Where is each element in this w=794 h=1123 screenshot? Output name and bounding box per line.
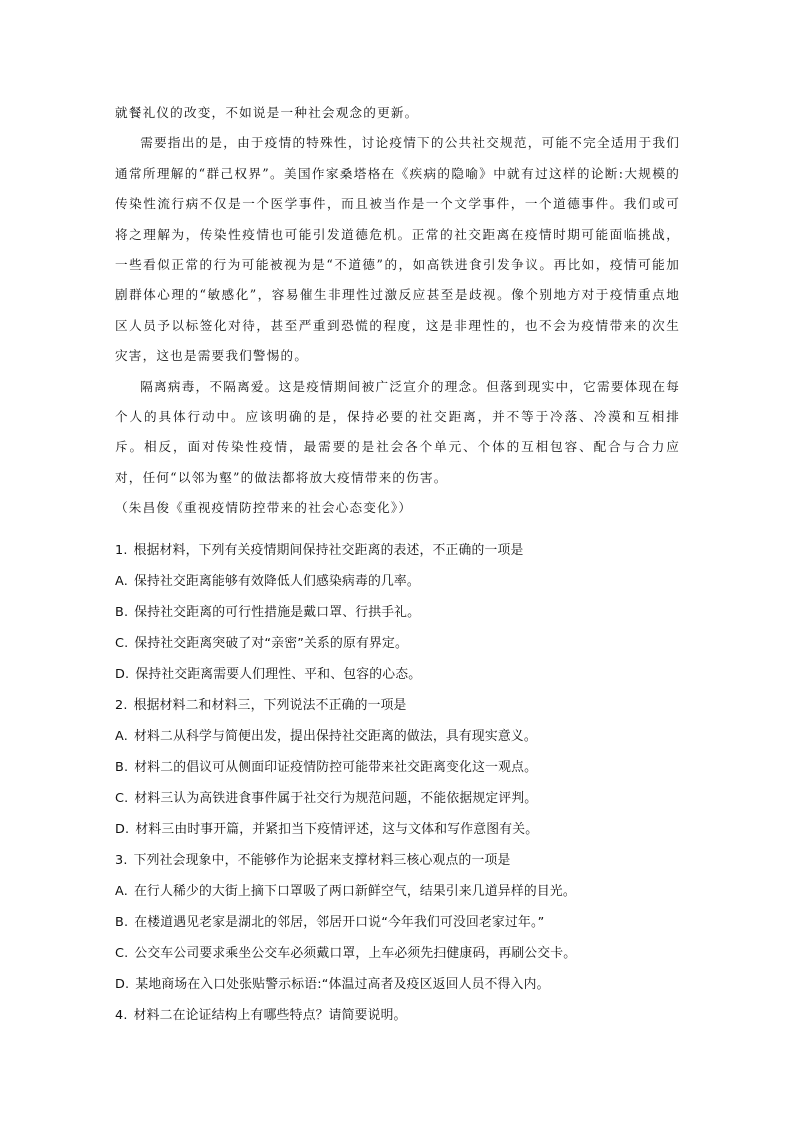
question-3-option-b	[115, 907, 680, 938]
question-3-option-a	[115, 876, 680, 907]
question-number: 2.	[115, 698, 128, 713]
question-text: 材料二在论证结构上有哪些特点？请简要说明。	[133, 1008, 407, 1023]
question-1-option-b	[115, 597, 680, 628]
question-number: 4.	[115, 1008, 128, 1023]
option-letter: D.	[115, 667, 130, 682]
option-letter: A.	[115, 884, 128, 899]
question-1-option-c	[115, 628, 680, 659]
option-letter: C.	[115, 946, 129, 961]
passage-source: （朱昌俊《重视疫情防控带来的社会心态变化》）	[115, 500, 413, 516]
question-4-stem	[115, 1000, 680, 1031]
question-3-option-c	[115, 938, 680, 969]
option-text: 公交车公司要求乘坐公交车必须戴口罩，上车必须先扫健康码，再刷公交卡。	[134, 946, 577, 961]
question-1-stem	[115, 535, 680, 566]
option-letter: B.	[115, 760, 129, 775]
option-letter: C.	[115, 636, 129, 651]
question-2-option-d	[115, 814, 680, 845]
option-text: 材料三由时事开篇，并紧扣当下疫情评述，这与文体和写作意图有关。	[135, 822, 539, 837]
option-text: 保持社交距离突破了对“亲密”关系的原有界定。	[134, 636, 409, 651]
question-1-option-a	[115, 566, 680, 597]
question-3-stem	[115, 845, 680, 876]
option-text: 保持社交距离需要人们理性、平和、包容的心态。	[135, 667, 422, 682]
question-2-stem	[115, 690, 680, 721]
question-text: 根据材料二和材料三，下列说法不正确的一项是	[133, 698, 407, 713]
passage-paragraph: 需要指出的是，由于疫情的特殊性，讨论疫情下的公共社交规范，可能不完全适用于我们通常所理解的“群己权界”。美国作家桑塔格在《疾病的隐喻》中就有过这样的论断:大规模的传染性流行病不仅是一个医学事件，而且被当作是一个文学事件，一个道德事件。我们或可将之理解为，传染性疫情也可能引发道德危机。正常的社交距离在疫情时期可能面临挑战，一些看似正常的行为可能被视为是“不道德”的，如高铁进食引发争议。再比如，疫情可能加剧群体心理的“敏感化”，容易催生非理性过激反应甚至是歧视。像个别地方对于疫情重点地区人员予以标签化对待，甚至严重到恐慌的程度，这是非理性的，也不会为疫情带来的次生灾害，这也是需要我们警惕的。	[115, 135, 680, 364]
option-letter: C.	[115, 791, 129, 806]
option-letter: D.	[115, 977, 130, 992]
option-letter: B.	[115, 605, 129, 620]
question-number: 3.	[115, 853, 128, 868]
question-2-option-c	[115, 783, 680, 814]
reading-passage	[115, 98, 680, 524]
question-2-option-b	[115, 752, 680, 783]
option-text: 在楼道遇见老家是湖北的邻居，邻居开口说“今年我们可没回老家过年。”	[134, 915, 545, 930]
option-letter: A.	[115, 729, 128, 744]
question-1-option-d	[115, 659, 680, 690]
questions-section	[115, 535, 680, 1031]
option-text: 材料二的倡议可从侧面印证疫情防控可能带来社交距离变化这一观点。	[134, 760, 538, 775]
question-3-option-d	[115, 969, 680, 1000]
option-text: 保持社交距离的可行性措施是戴口罩、行拱手礼。	[134, 605, 421, 620]
question-text: 下列社会现象中，不能够作为论据来支撑材料三核心观点的一项是	[133, 853, 511, 868]
option-text: 某地商场在入口处张贴警示标语:“体温过高者及疫区返回人员不得入内。	[135, 977, 550, 992]
question-2-option-a	[115, 721, 680, 752]
option-text: 在行人稀少的大街上摘下口罩吸了两口新鲜空气，结果引来几道异样的目光。	[134, 884, 576, 899]
passage-paragraph: 就餐礼仪的改变，不如说是一种社会观念的更新。	[115, 105, 419, 120]
option-text: 材料二从科学与简便出发，提出保持社交距离的做法，具有现实意义。	[134, 729, 537, 744]
option-text: 材料三认为高铁进食事件属于社交行为规范问题，不能依据规定评判。	[134, 791, 538, 806]
option-text: 保持社交距离能够有效降低人们感染病毒的几率。	[134, 574, 420, 589]
question-text: 根据材料，下列有关疫情期间保持社交距离的表述，不正确的一项是	[133, 543, 524, 558]
option-letter: D.	[115, 822, 130, 837]
option-letter: B.	[115, 915, 129, 930]
question-number: 1.	[115, 543, 128, 558]
option-letter: A.	[115, 574, 128, 589]
passage-paragraph: 隔离病毒，不隔离爱。这是疫情期间被广泛宣介的理念。但落到现实中，它需要体现在每个人的具体行动中。应该明确的是，保持必要的社交距离，并不等于冷落、冷漠和互相排斥。相反，面对传染性疫情，最需要的是社会各个单元、个体的互相包容、配合与合力应对，任何“以邻为壑”的做法都将放大疫情带来的伤害。	[115, 378, 680, 485]
